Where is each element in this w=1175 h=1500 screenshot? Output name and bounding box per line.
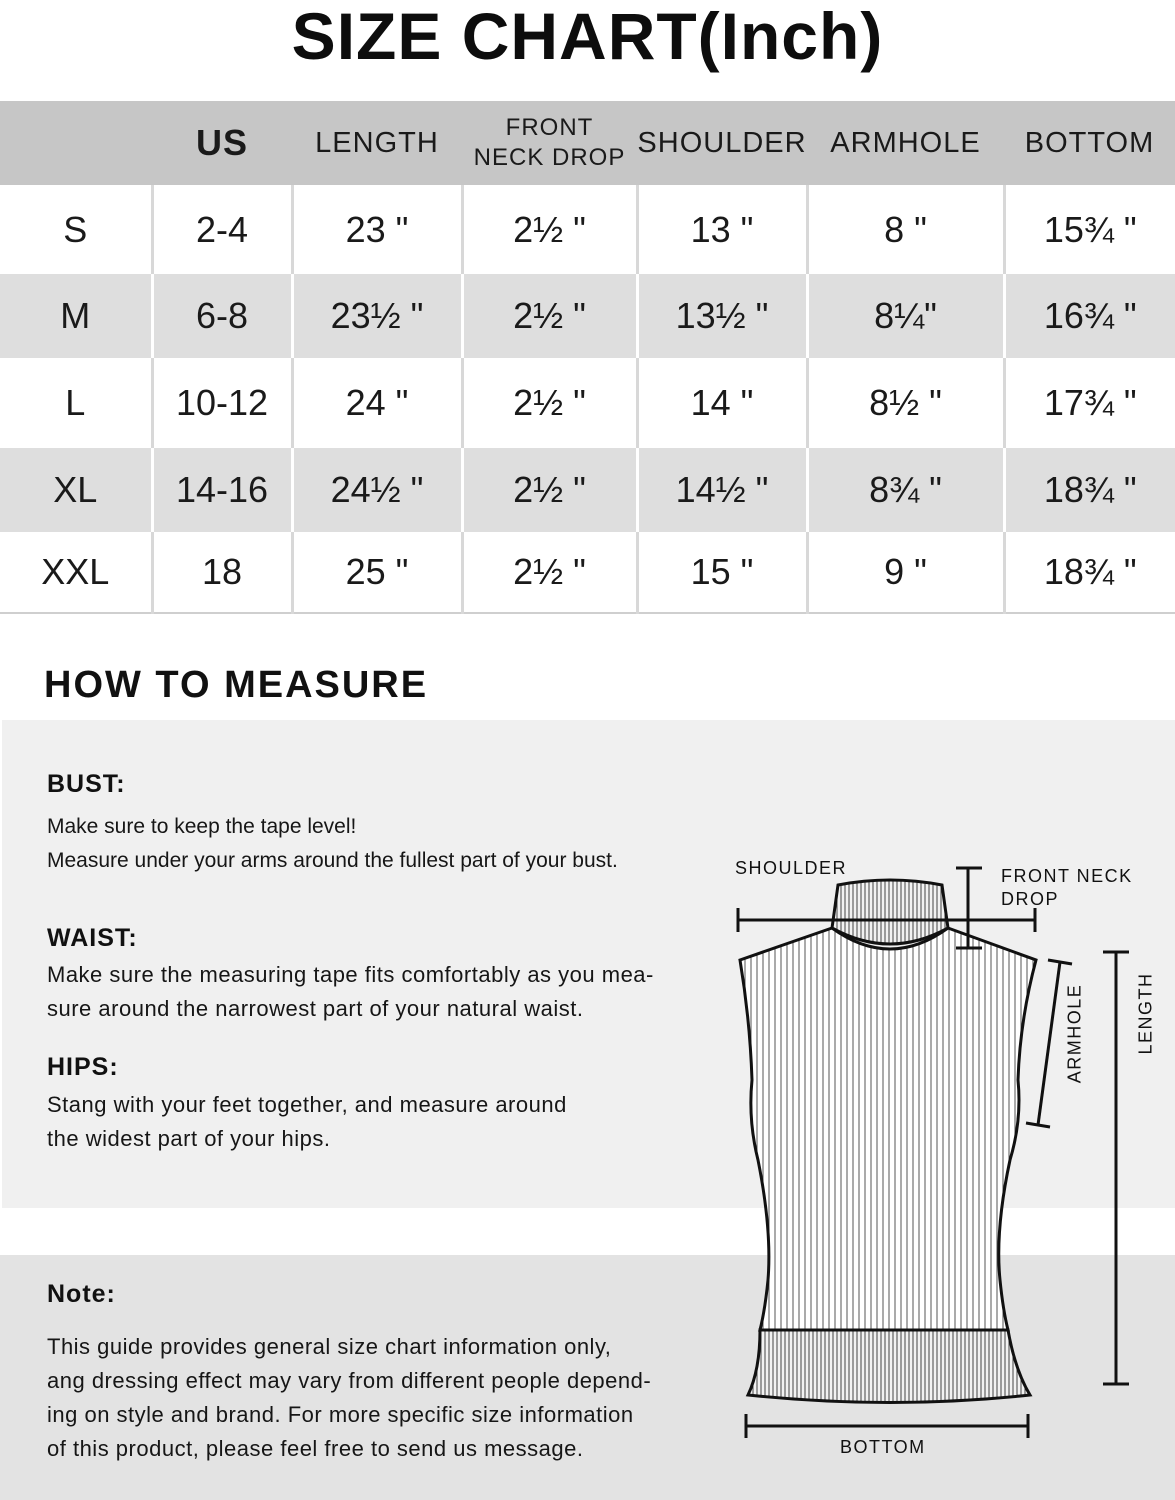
tank-hem <box>748 1330 1030 1403</box>
bottom-label: BOTTOM <box>840 1437 926 1457</box>
shoulder-label: SHOULDER <box>735 858 848 878</box>
header-bottom: BOTTOM <box>1004 101 1175 185</box>
cell-bottom: 15¾ " <box>1004 185 1175 274</box>
cell-shoulder: 13½ " <box>637 274 807 358</box>
cell-shoulder: 14½ " <box>637 448 807 532</box>
cell-us: 14-16 <box>152 448 292 532</box>
hips-line: the widest part of your hips. <box>47 1126 331 1151</box>
table-row <box>0 358 1175 448</box>
cell-shoulder: 15 " <box>637 532 807 613</box>
note-line: of this product, please feel free to send us message. <box>47 1436 584 1461</box>
header-front-line1: FRONT <box>505 114 594 141</box>
header-us: US <box>152 101 292 185</box>
header-size <box>0 101 152 185</box>
cell-size: XL <box>0 448 152 532</box>
cell-size: L <box>0 358 152 448</box>
cell-size: XXL <box>0 532 152 613</box>
cell-us: 6-8 <box>152 274 292 358</box>
cell-size: M <box>0 274 152 358</box>
bust-text <box>47 810 618 878</box>
note-text <box>47 1330 651 1466</box>
hips-text <box>47 1088 567 1156</box>
cell-size: S <box>0 185 152 274</box>
table-header-row <box>0 101 1175 185</box>
cell-neck: 2½ " <box>462 185 637 274</box>
cell-us: 18 <box>152 532 292 613</box>
note-title: Note: <box>47 1280 116 1308</box>
table-row <box>0 448 1175 532</box>
front-neck-drop-label <box>1001 865 1133 911</box>
table-row <box>0 185 1175 274</box>
cell-length: 24 " <box>292 358 462 448</box>
table-row <box>0 274 1175 358</box>
cell-bottom: 18¾ " <box>1004 448 1175 532</box>
header-length: LENGTH <box>292 101 462 185</box>
cell-neck: 2½ " <box>462 448 637 532</box>
cell-us: 2-4 <box>152 185 292 274</box>
armhole-label: ARMHOLE <box>1064 983 1085 1084</box>
how-to-measure-heading: HOW TO MEASURE <box>44 664 429 706</box>
cell-bottom: 16¾ " <box>1004 274 1175 358</box>
header-armhole: ARMHOLE <box>807 101 1004 185</box>
cell-neck: 2½ " <box>462 274 637 358</box>
waist-line: Make sure the measuring tape fits comfortably as you mea- <box>47 962 654 987</box>
front-neck-line2: DROP <box>1001 889 1060 909</box>
cell-bottom: 17¾ " <box>1004 358 1175 448</box>
cell-armhole: 8¾ " <box>807 448 1004 532</box>
page-title: SIZE CHART(Inch) <box>291 0 884 73</box>
cell-length: 23½ " <box>292 274 462 358</box>
front-neck-line1: FRONT NECK <box>1001 866 1133 886</box>
note-line: ang dressing effect may vary from different people depend- <box>47 1368 652 1393</box>
hips-title: HIPS: <box>47 1053 119 1081</box>
cell-armhole: 8¼" <box>807 274 1004 358</box>
size-table <box>0 101 1175 614</box>
cell-length: 25 " <box>292 532 462 613</box>
cell-armhole: 8½ " <box>807 358 1004 448</box>
bust-line: Measure under your arms around the fullest part of your bust. <box>47 849 618 872</box>
hips-line: Stang with your feet together, and measure around <box>47 1092 567 1117</box>
bust-line: Make sure to keep the tape level! <box>47 815 357 838</box>
cell-neck: 2½ " <box>462 532 637 613</box>
length-label: LENGTH <box>1135 972 1156 1055</box>
header-shoulder: SHOULDER <box>637 101 807 185</box>
cell-us: 10-12 <box>152 358 292 448</box>
tank-body <box>740 928 1036 1330</box>
cell-bottom: 18¾ " <box>1004 532 1175 613</box>
waist-line: sure around the narrowest part of your natural waist. <box>47 996 584 1021</box>
cell-armhole: 9 " <box>807 532 1004 613</box>
waist-title: WAIST: <box>47 924 138 952</box>
note-line: This guide provides general size chart information only, <box>47 1334 612 1359</box>
cell-neck: 2½ " <box>462 358 637 448</box>
table-row <box>0 532 1175 613</box>
tank-top-diagram <box>720 850 1160 1470</box>
header-front-neck-drop <box>462 101 637 185</box>
cell-length: 24½ " <box>292 448 462 532</box>
cell-armhole: 8 " <box>807 185 1004 274</box>
cell-shoulder: 14 " <box>637 358 807 448</box>
tank-collar <box>832 880 948 944</box>
waist-text <box>47 958 654 1026</box>
bust-title: BUST: <box>47 770 126 798</box>
cell-length: 23 " <box>292 185 462 274</box>
note-line: ing on style and brand. For more specific size information <box>47 1402 634 1427</box>
header-front-line2: NECK DROP <box>473 144 626 171</box>
cell-shoulder: 13 " <box>637 185 807 274</box>
